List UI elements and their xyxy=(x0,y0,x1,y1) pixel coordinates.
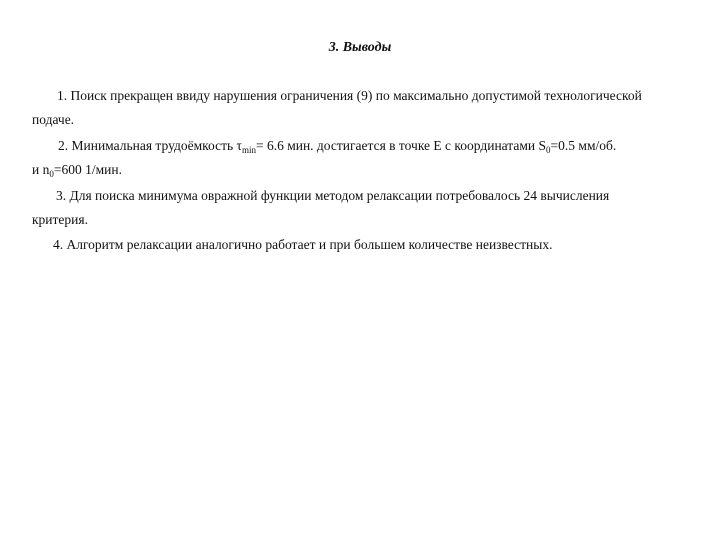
section-title: 3. Выводы xyxy=(328,40,392,55)
conclusion-3-line-1: 3. Для поиска минимума овражной функции методом релаксации потребовалось 24 вычисления xyxy=(56,188,610,203)
n0-subscript: 0 xyxy=(49,169,54,179)
conclusion-2 xyxy=(32,134,672,182)
conclusion-3 xyxy=(32,184,672,232)
conclusion-2-line-2 xyxy=(32,158,672,182)
conclusion-4 xyxy=(32,233,672,257)
conclusion-2-line-2-a: и n xyxy=(32,162,50,177)
tau-min-subscript: min xyxy=(241,145,256,155)
conclusion-1 xyxy=(32,84,672,132)
s0-subscript: 0 xyxy=(546,145,551,155)
conclusion-4-line-1: 4. Алгоритм релаксации аналогично работает и при большем количестве неизвестных. xyxy=(53,237,553,252)
conclusion-3-line-2: критерия. xyxy=(32,212,88,227)
conclusion-1-line-2: подаче. xyxy=(32,112,75,127)
conclusion-2-text-a: 2. Минимальная трудоёмкость τ xyxy=(58,138,242,153)
conclusion-2-line-1 xyxy=(32,134,672,158)
conclusion-1-line-1: 1. Поиск прекращен ввиду нарушения ограничения (9) по максимально допустимой технологической xyxy=(57,88,642,103)
conclusion-2-text-c: =0.5 мм/об. xyxy=(550,138,617,153)
conclusion-2-line-2-b: =600 1/мин. xyxy=(53,162,122,177)
conclusion-2-text-b: = 6.6 мин. достигается в точке Е с координатами S xyxy=(255,138,547,153)
